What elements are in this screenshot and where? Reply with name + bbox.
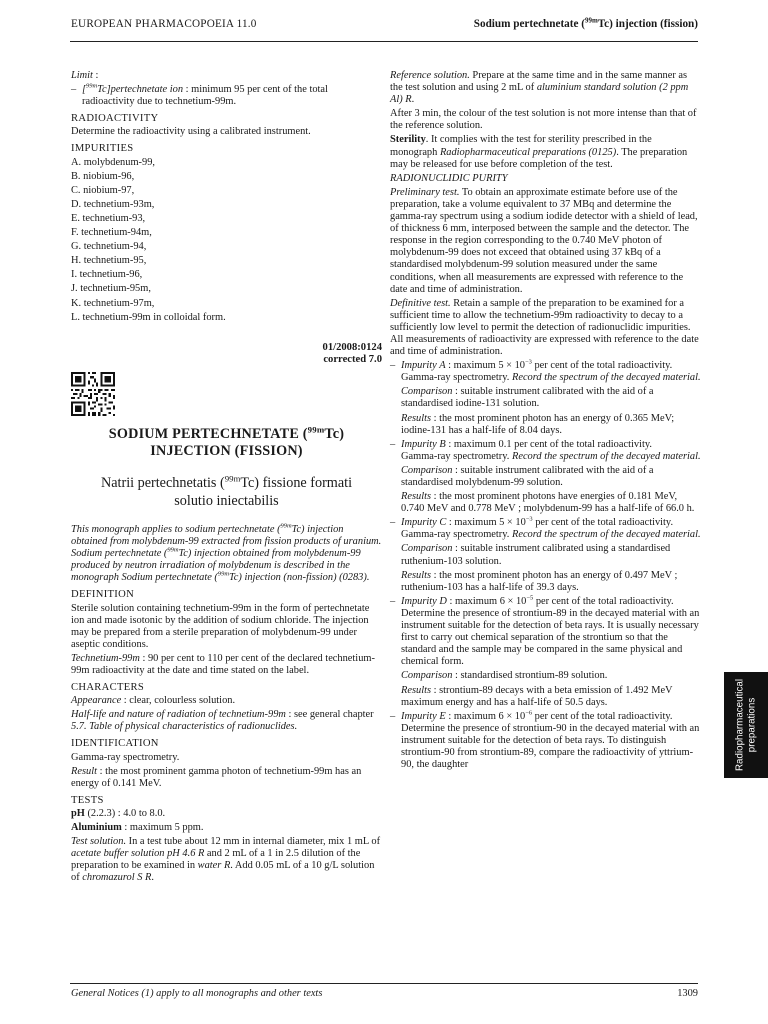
halflife-text: Half-life and nature of radiation of technetium-99m : see general chapter 5.7. Table of physical characteristics of radionuclides. xyxy=(71,709,374,733)
impurity-b-comparison: Comparison : suitable instrument calibrated with the aid of a standardised molybdenum-99 solution. xyxy=(401,464,654,488)
impurity-item: B. niobium-96, xyxy=(71,170,135,182)
definition-text: Sterile solution containing technetium-99m in the form of pertechnetate ion and made isotonic by the addition of sodium chloride. The injection may be prepared from a sterile preparation of molybdenum-99 under aseptic conditions. xyxy=(71,602,370,650)
preliminary-test: Preliminary test. To obtain an approximate estimate before use of the preparation, take a volume equivalent to 37 MBq and determine the gamma-ray spectrum using a sodium iodide detector with a shield of lead, of thickness 6 mm, interposed between the sample and the detector. The response in the region corresponding to the 0.740 MeV photon of molybdenum-99 does not exceed that obtained using 37 kBq of a standardised molybdenum-99 solution measured under the same conditions, when all measurements are expressed with reference to the date and time of administration. xyxy=(390,186,698,295)
impurity-a-item: – Impurity A : maximum $5 \times 10^{-3}$ per cent of the total radioactivity. xyxy=(390,358,673,372)
monograph-reference: 01/2008:0124 corrected 7.0 xyxy=(322,341,382,365)
qr-code-icon[interactable] xyxy=(71,372,115,416)
impurity-e-method: Determine the presence of strontium-90 in the decayed material with an instrument suitable for the detection of beta rays. To distinguish strontium-90 from strontium-89, compare the radioactivity of yttrium-90, the daughter xyxy=(401,722,700,771)
monograph-title: SODIUM PERTECHNETATE ($^{99m}$Tc) INJECTION (FISSION) xyxy=(108,424,345,459)
header-rule xyxy=(70,41,698,42)
impurity-item: G. technetium-94, xyxy=(71,241,147,253)
impurity-b-method: Gamma-ray spectrometry. Record the spectrum of the decayed material. xyxy=(401,450,701,462)
impurity-item: J. technetium-95m, xyxy=(71,283,151,295)
reference-solution: Reference solution. Prepare at the same time and in the same manner as the test solution and using 2 mL of aluminium standard solution (2 ppm Al) R. xyxy=(390,70,689,106)
result-text: Result : the most prominent gamma photon of technetium-99m has an energy of 0.141 MeV. xyxy=(71,765,362,789)
section-thumb-tab[interactable] xyxy=(724,672,768,778)
test-solution: Test solution. In a test tube about 12 mm in internal diameter, mix 1 mL of acetate buffer solution pH 4.6 R and 2 mL of a 1 in 2.5 dilution of the preparation to be examined in water R. Add 0.05 mL of a 10 g/L solution of chromazurol S R. xyxy=(71,836,381,884)
definition-heading: DEFINITION xyxy=(71,589,135,601)
impurities-heading: IMPURITIES xyxy=(71,143,134,155)
right-column xyxy=(390,70,701,773)
impurity-c-comparison: Comparison : suitable instrument calibrated using a standardised ruthenium-103 solution. xyxy=(401,543,671,567)
impurity-item: E. technetium-93, xyxy=(71,212,146,224)
impurity-d-results: Results : strontium-89 decays with a beta emission of 1.492 MeV maximum energy and has a half-life of 50.5 days. xyxy=(401,684,673,708)
identification-text: Gamma-ray spectrometry. xyxy=(71,751,180,763)
sterility-test: Sterility. It complies with the test for sterility prescribed in the monograph Radiopharmaceutical preparations (0125). The preparation may be released for use before completion of the test. xyxy=(390,134,688,170)
characters-heading: CHARACTERS xyxy=(71,682,145,694)
tests-heading: TESTS xyxy=(71,794,104,806)
impurity-item: H. technetium-95, xyxy=(71,255,147,267)
impurity-item: F. technetium-94m, xyxy=(71,227,152,239)
impurity-c-method: Gamma-ray spectrometry. Record the spectrum of the decayed material. xyxy=(401,529,701,541)
impurity-item: D. technetium-93m, xyxy=(71,198,155,210)
impurity-item: A. molybdenum-99, xyxy=(71,156,155,168)
after-3-min: After 3 min, the colour of the test solution is not more intense than that of the reference solution. xyxy=(390,108,697,132)
impurity-a-results: Results : the most prominent photon has an energy of 0.365 MeV; iodine-131 has a half-life of 8.04 days. xyxy=(401,412,675,436)
ph-test: pH (2.2.3) : 4.0 to 8.0. xyxy=(71,807,166,819)
impurity-c-item: – Impurity C : maximum $5 \times 10^{-3}$ per cent of the total radioactivity. xyxy=(390,515,674,529)
footer-rule xyxy=(70,983,698,984)
impurity-a-method: Gamma-ray spectrometry. Record the spectrum of the decayed material. xyxy=(401,372,701,384)
impurity-item: I. technetium-96, xyxy=(71,269,143,281)
impurity-d-method: Determine the presence of strontium-89 in the decayed material with an instrument suitable for the detection of beta rays. It is usually necessary first to carry out chemical separation of the strontium so that the standard and the sample may be compared in the same physical and chemical form. xyxy=(401,607,700,668)
running-header-right: Sodium pertechnetate ($^{99m}$Tc) injection (fission) xyxy=(473,16,698,30)
appearance-text: Appearance : clear, colourless solution. xyxy=(71,695,236,707)
impurity-item: L. technetium-99m in colloidal form. xyxy=(71,311,226,323)
impurity-a-comparison: Comparison : suitable instrument calibrated with the aid of a standardised iodine-131 solution. xyxy=(401,386,654,410)
impurity-d-item: – Impurity D : maximum $6 \times 10^{-5}$ per cent of the total radioactivity. xyxy=(390,594,674,607)
limit-heading: Limit : xyxy=(71,70,99,81)
impurity-item: K. technetium-97m, xyxy=(71,297,155,309)
radionuclidic-heading: RADIONUCLIDIC PURITY xyxy=(390,172,508,184)
impurities-list xyxy=(71,157,382,324)
intro-paragraph: This monograph applies to sodium pertechnetate ($^{99m}$Tc) injection obtained from molybdenum-99 extracted from fission products of uranium. Sodium pertechnetate ($^{99m}$Tc) injection obtained from molybdenum-99 produced by neutron irradiation of molybdenum is described in the monograph Sodium pertechnetate ($^{99m}$Tc) injection (non-fission) (0283). xyxy=(71,522,382,584)
limit-item: – [$^{99m}$Tc]pertechnetate ion : minimum 95 per cent of the total radioactivity due to technetium-99m. xyxy=(71,82,328,108)
latin-title: Natrii pertechnetatis ($^{99m}$Tc) fissione formati solutio iniectabilis xyxy=(100,473,353,509)
radioactivity-heading: RADIOACTIVITY xyxy=(71,113,159,125)
technetium-content: Technetium-99m : 90 per cent to 110 per cent of the declared technetium-99m radioactivity at the date and time stated on the label. xyxy=(71,652,375,676)
footer-note: General Notices (1) apply to all monographs and other texts xyxy=(71,988,323,999)
aluminium-test: Aluminium : maximum 5 ppm. xyxy=(71,822,204,834)
impurity-item: C. niobium-97, xyxy=(71,184,135,196)
radioactivity-text: Determine the radioactivity using a calibrated instrument. xyxy=(71,126,311,138)
left-column xyxy=(71,70,382,887)
impurity-b-item: – Impurity B : maximum 0.1 per cent of the total radioactivity. xyxy=(390,438,652,450)
impurity-b-results: Results : the most prominent photons have energies of 0.181 MeV, 0.740 MeV and 0.778 MeV ; molybdenum-99 has a half-life of 66.0 h. xyxy=(401,491,695,515)
running-header-left: EUROPEAN PHARMACOPOEIA 11.0 xyxy=(71,18,257,30)
impurity-d-comparison: Comparison : standardised strontium-89 solution. xyxy=(401,670,608,682)
impurity-c-results: Results : the most prominent photon has an energy of 0.497 MeV ; ruthenium-103 has a half-life of 39.3 days. xyxy=(401,569,678,593)
impurity-e-item: – Impurity E : maximum $6 \times 10^{-6}$ per cent of the total radioactivity. xyxy=(390,709,673,722)
page-number: 1309 xyxy=(677,988,698,999)
section-thumb-label: Radiopharmaceutical preparations xyxy=(734,678,757,772)
definitive-test: Definitive test. Retain a sample of the preparation to be examined for a sufficient time to allow the technetium-99m radioactivity to decay to a sufficiently low level to permit the detection of radionuclidic impurities. All measurements of radioactivity are expressed with reference to the date and time of administration. xyxy=(390,297,699,358)
identification-heading: IDENTIFICATION xyxy=(71,738,159,750)
